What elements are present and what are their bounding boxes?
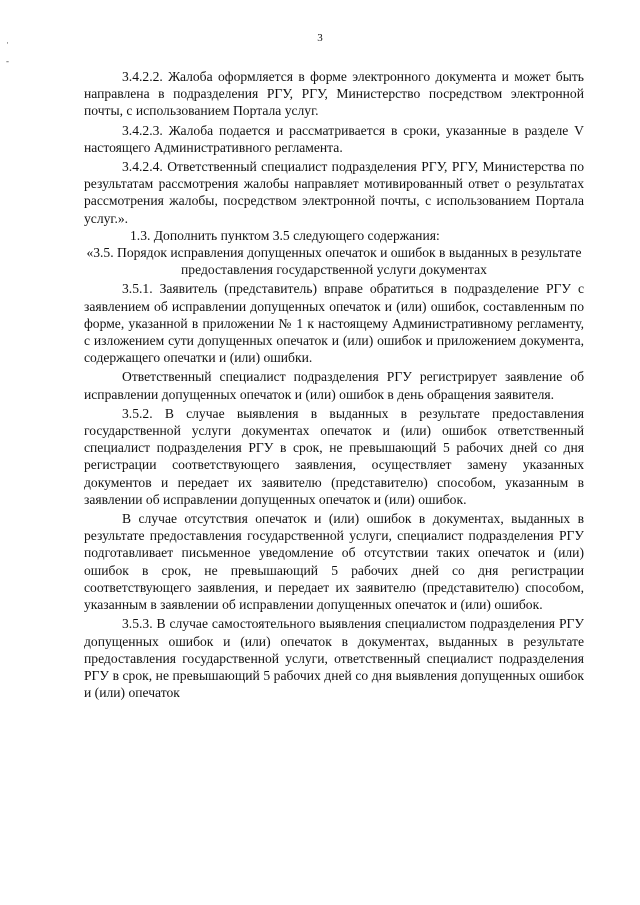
margin-mark-top: · xyxy=(6,38,9,48)
paragraph-registration: Ответственный специалист подразделения РГУ регистрирует заявление об исправлении допущенных опечаток и (или) ошибок в день обращения заявителя. xyxy=(84,369,584,402)
paragraph-3-4-2-4: 3.4.2.4. Ответственный специалист подразделения РГУ, РГУ, Министерства по результатам рассмотрения жалобы направляет мотивированный ответ о результатах рассмотрения жалобы, посредством электронной почты, с использованием Портала услуг.». xyxy=(84,159,584,226)
paragraph-3-5-2: 3.5.2. В случае выявления в выданных в результате предоставления государственной услуги документах опечаток и (или) ошибок ответственный специалист подразделения РГУ в срок, не превышающий 5 рабочих дней со дня регистрации соответствующего заявления, осуществляет замену указанных документов и передает их заявителю (представителю) способом, указанным в заявлении об исправлении допущенных опечаток и (или) ошибок. xyxy=(84,405,584,507)
section-heading-3-5: «3.5. Порядок исправления допущенных опечаток и ошибок в выданных в результате предоставления государственной услуги документах xyxy=(86,245,582,278)
page-number: 3 xyxy=(317,32,323,44)
margin-mark-top-2: - xyxy=(6,56,9,66)
paragraph-3-4-2-2: 3.4.2.2. Жалоба оформляется в форме электронного документа и может быть направлена в подразделения РГУ, РГУ, Министерство посредством электронной почты, с использованием Портала услуг. xyxy=(84,69,584,119)
paragraph-3-4-2-3: 3.4.2.3. Жалоба подается и рассматривается в сроки, указанные в разделе V настоящего Административного регламента. xyxy=(84,122,584,155)
paragraph-3-5-3: 3.5.3. В случае самостоятельного выявления специалистом подразделения РГУ допущенных ошибок и (или) опечаток в документах, выданных в результате предоставления государственной услуги, ответственный специалист подразделения РГУ в срок, не превышающий 5 рабочих дней со дня выявления допущенных ошибок и (или) опечаток xyxy=(84,616,584,701)
paragraph-1-3: 1.3. Дополнить пунктом 3.5 следующего содержания: xyxy=(130,227,440,243)
paragraph-3-5-1: 3.5.1. Заявитель (представитель) вправе обратиться в подразделение РГУ с заявлением об исправлении допущенных опечаток и (или) ошибок, составленным по форме, указанной в приложении № 1 к настоящему Административному регламенту, с изложением сути допущенных опечаток и (или) ошибок и приложением документа, содержащего опечатки и (или) ошибки. xyxy=(84,281,584,366)
document-body xyxy=(84,68,584,701)
paragraph-absence: В случае отсутствия опечаток и (или) ошибок в документах, выданных в результате предоставления государственной услуги, специалист подразделения РГУ подготавливает письменное уведомление об отсутствии таких опечаток и (или) ошибок в срок, не превышающий 5 рабочих дней со дня регистрации соответствующего заявления, и передает их заявителю (представителю) способом, указанным в заявлении об исправлении допущенных опечаток и (или) ошибок. xyxy=(84,511,584,613)
